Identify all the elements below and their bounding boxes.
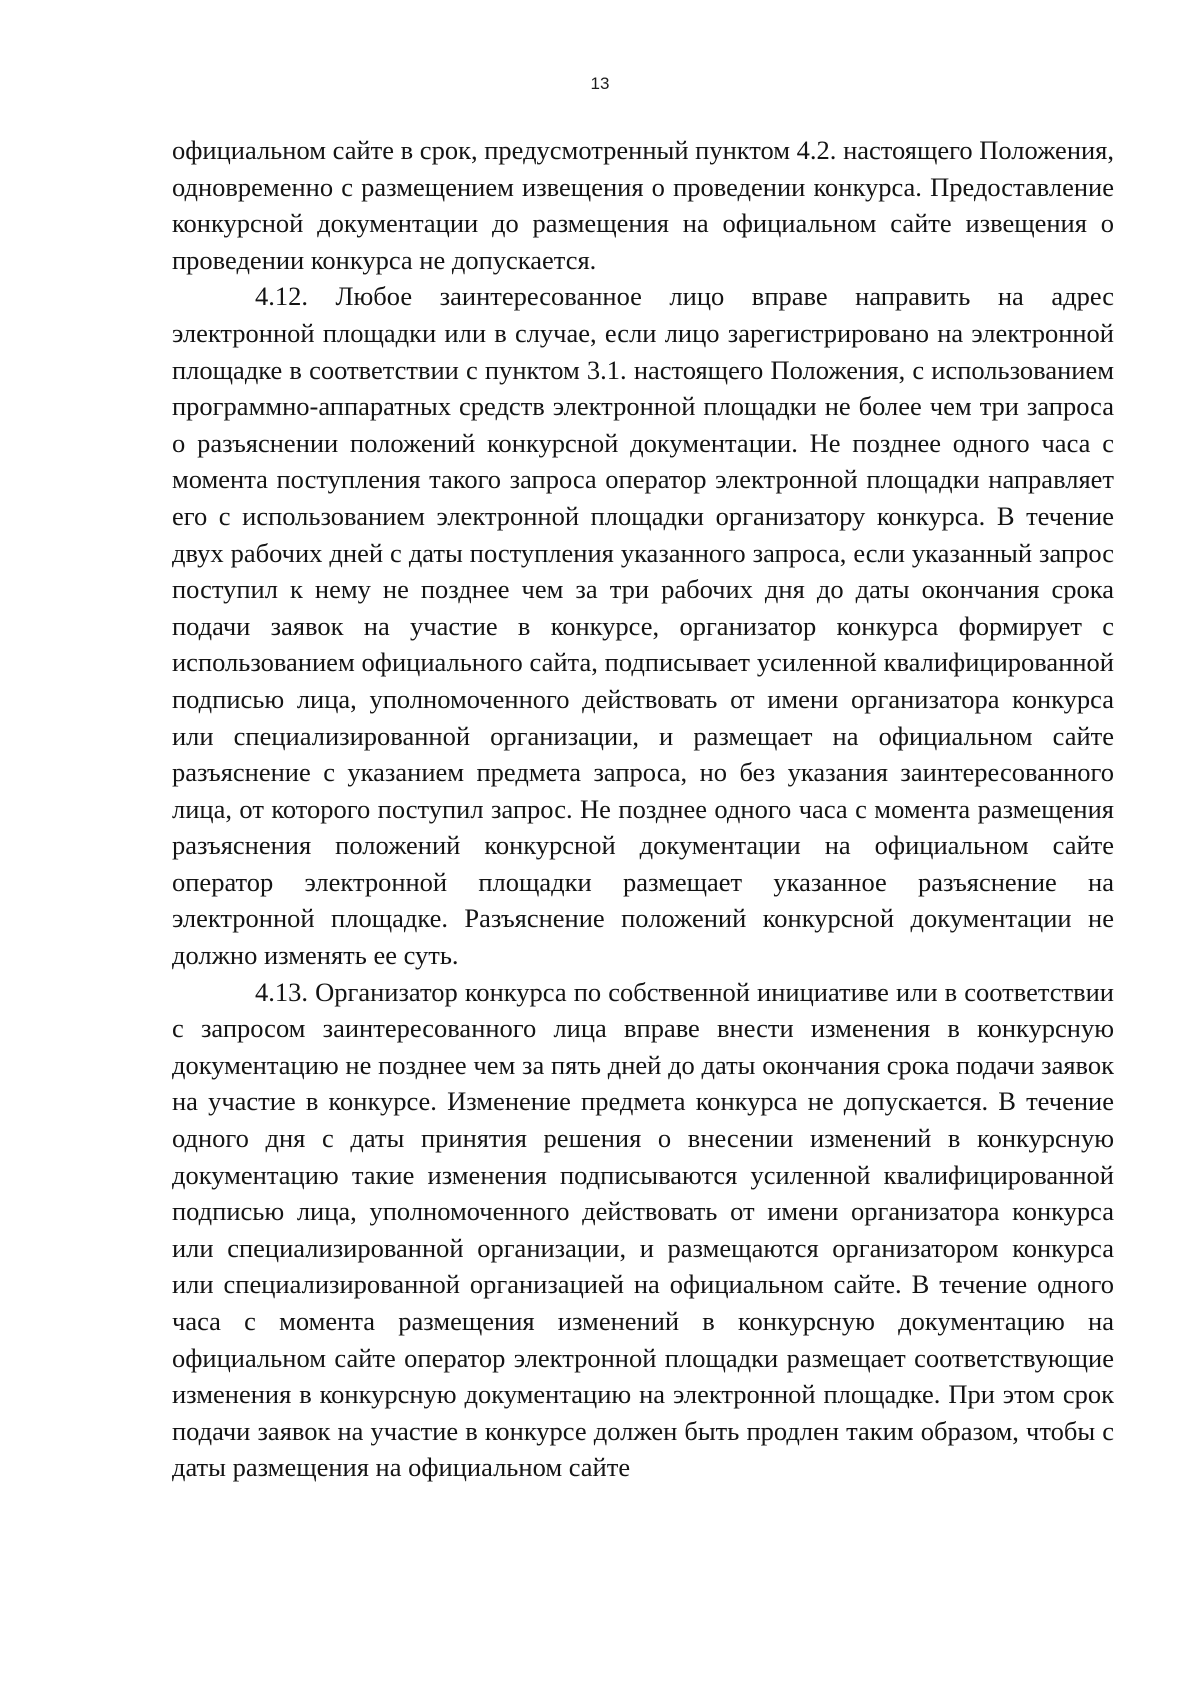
page-number: 13	[590, 74, 610, 93]
paragraph-4-12: 4.12. Любое заинтересованное лицо вправе направить на адрес электронной площадки или в случае, если лицо зарегистрировано на электронной площадке в соответствии с пунктом 3.1. настоящего Положения, с использованием программно-аппаратных средств электронной площадки не более чем три запроса о разъяснении положений конкурсной документации. Не позднее одного часа с момента поступления такого запроса оператор электронной площадки направляет его с использованием электронной площадки организатору конкурса. В течение двух рабочих дней с даты поступления указанного запроса, если указанный запрос поступил к нему не позднее чем за три рабочих дня до даты окончания срока подачи заявок на участие в конкурсе, организатор конкурса формирует с использованием официального сайта, подписывает усиленной квалифицированной подписью лица, уполномоченного действовать от имени организатора конкурса или специализированной организации, и размещает на официальном сайте разъяснение с указанием предмета запроса, но без указания заинтересованного лица, от которого поступил запрос. Не позднее одного часа с момента размещения разъяснения положений конкурсной документации на официальном сайте оператор электронной площадки размещает указанное разъяснение на электронной площадке. Разъяснение положений конкурсной документации не должно изменять ее суть.	[172, 281, 1114, 971]
paragraph-4-13: 4.13. Организатор конкурса по собственной инициативе или в соответствии с запросом заинтересованного лица вправе внести изменения в конкурсную документацию не позднее чем за пять дней до даты окончания срока подачи заявок на участие в конкурсе. Изменение предмета конкурса не допускается. В течение одного дня с даты принятия решения о внесении изменений в конкурсную документацию такие изменения подписываются усиленной квалифицированной подписью лица, уполномоченного действовать от имени организатора конкурса или специализированной организации, и размещаются организатором конкурса или специализированной организацией на официальном сайте. В течение одного часа с момента размещения изменений в конкурсную документацию на официальном сайте оператор электронной площадки размещает соответствующие изменения в конкурсную документацию на электронной площадке. При этом срок подачи заявок на участие в конкурсе должен быть продлен таким образом, чтобы с даты размещения на официальном сайте	[172, 976, 1114, 1483]
paragraph-continuation: официальном сайте в срок, предусмотренный пунктом 4.2. настоящего Положения, одновременно с размещением извещения о проведении конкурса. Предоставление конкурсной документации до размещения на официальном сайте извещения о проведении конкурса не допускается.	[172, 135, 1114, 275]
document-body	[172, 132, 1114, 1486]
